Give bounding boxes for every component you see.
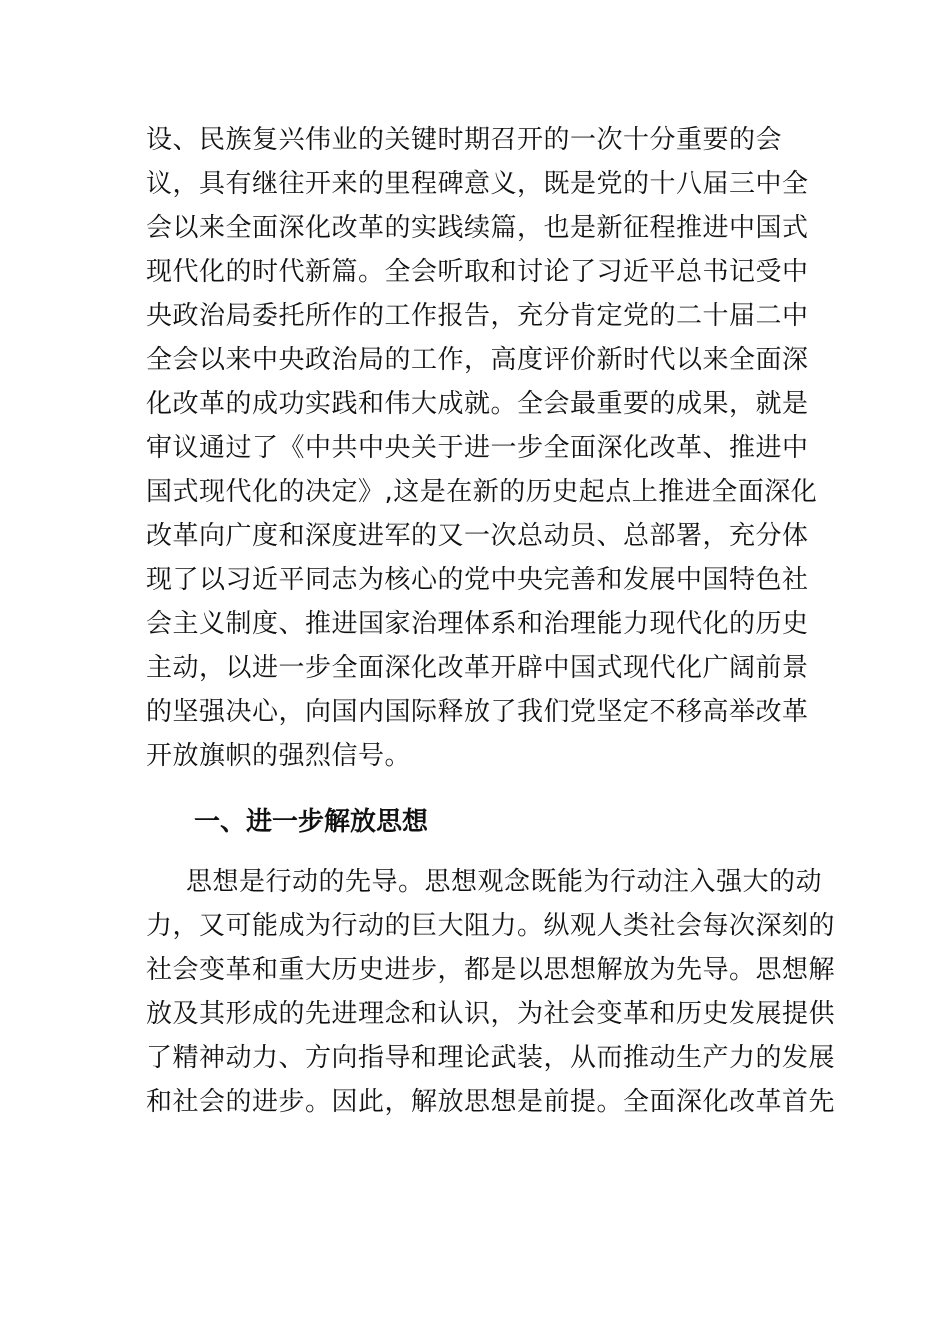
paragraph-line: 力，又可能成为行动的巨大阻力。纵观人类社会每次深刻的 — [146, 911, 836, 941]
paragraph-line: 现代化的时代新篇。全会听取和讨论了习近平总书记受中 — [146, 257, 809, 287]
paragraph-line: 会主义制度、推进国家治理体系和治理能力现代化的历史 — [146, 609, 809, 639]
paragraph-line: 放及其形成的先进理念和认识，为社会变革和历史发展提供 — [146, 999, 836, 1029]
paragraph-2 — [146, 860, 836, 1124]
paragraph-line: 主动，以进一步全面深化改革开辟中国式现代化广阔前景 — [146, 653, 809, 683]
paragraph-line: 会以来全面深化改革的实践续篇，也是新征程推进中国式 — [146, 213, 809, 243]
section-heading: 一、进一步解放思想 — [194, 807, 429, 837]
paragraph-line: 现了以习近平同志为核心的党中央完善和发展中国特色社 — [146, 565, 809, 595]
paragraph-line: 央政治局委托所作的工作报告，充分肯定党的二十届二中 — [146, 301, 809, 331]
paragraph-1 — [146, 118, 818, 778]
paragraph-line: 国式现代化的决定》,这是在新的历史起点上推进全面深化 — [146, 477, 818, 507]
paragraph-line: 思想是行动的先导。思想观念既能为行动注入强大的动 — [186, 867, 823, 897]
paragraph-line: 了精神动力、方向指导和理论武装，从而推动生产力的发展 — [146, 1043, 836, 1073]
paragraph-line: 开放旗帜的强烈信号。 — [146, 741, 412, 771]
paragraph-line: 议，具有继往开来的里程碑意义，既是党的十八届三中全 — [146, 169, 809, 199]
paragraph-line: 改革向广度和深度进军的又一次总动员、总部署，充分体 — [146, 521, 809, 551]
paragraph-line: 全会以来中央政治局的工作，高度评价新时代以来全面深 — [146, 345, 809, 375]
paragraph-line: 审议通过了《中共中央关于进一步全面深化改革、推进中 — [146, 433, 809, 463]
paragraph-line: 社会变革和重大历史进步，都是以思想解放为先导。思想解 — [146, 955, 836, 985]
paragraph-line: 的坚强决心，向国内国际释放了我们党坚定不移高举改革 — [146, 697, 809, 727]
paragraph-line: 和社会的进步。因此，解放思想是前提。全面深化改革首先 — [146, 1087, 836, 1117]
paragraph-line: 设、民族复兴伟业的关键时期召开的一次十分重要的会 — [146, 125, 783, 155]
paragraph-line: 化改革的成功实践和伟大成就。全会最重要的成果，就是 — [146, 389, 809, 419]
